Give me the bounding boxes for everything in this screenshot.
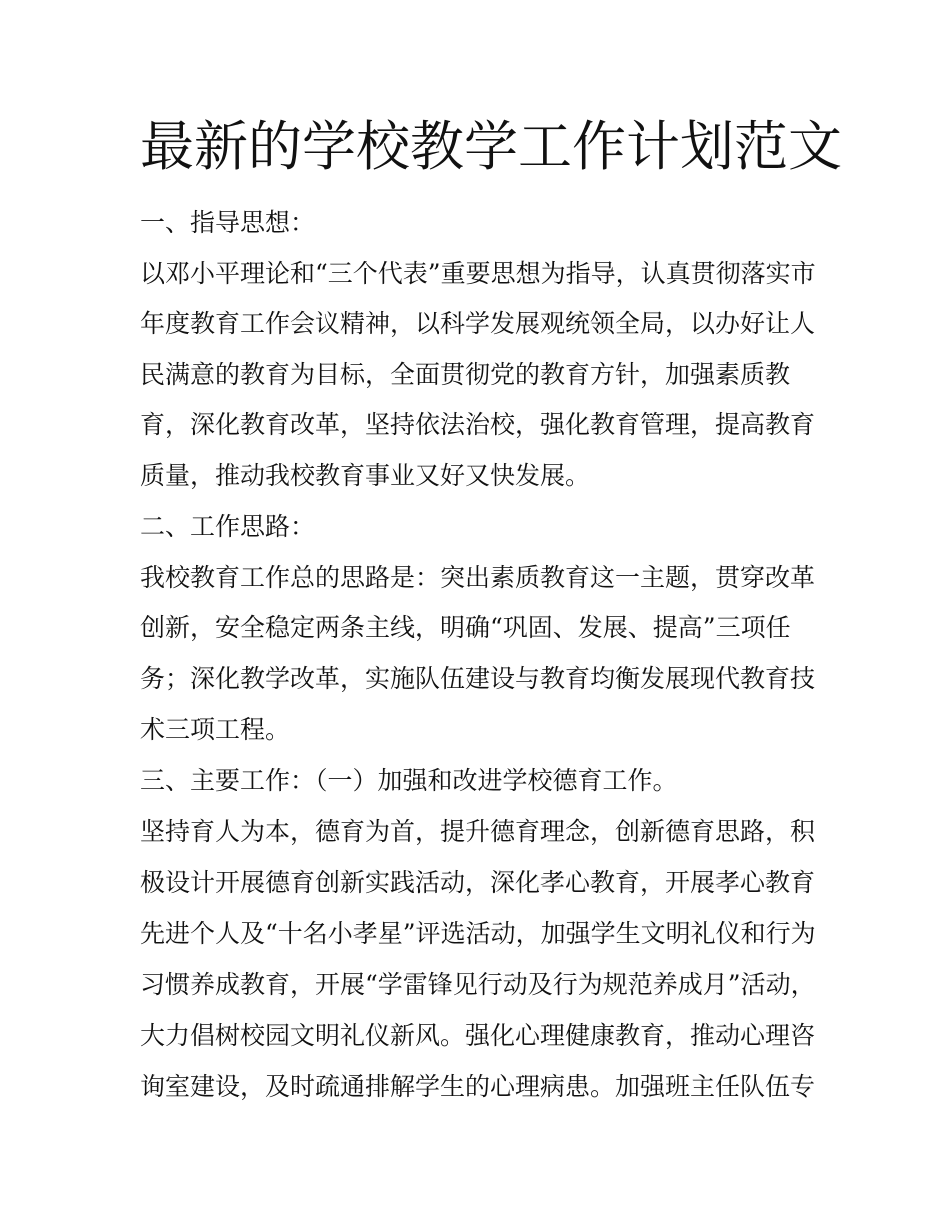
- paragraph-line: 大力倡树校园文明礼仪新风。强化心理健康教育，推动心理咨: [140, 1021, 816, 1050]
- paragraph-line: 先进个人及“十名小孝星”评选活动，加强学生文明礼仪和行为: [140, 919, 816, 948]
- paragraph-line: 年度教育工作会议精神，以科学发展观统领全局，以办好让人: [140, 309, 816, 338]
- paragraph-line: 以邓小平理论和“三个代表”重要思想为指导，认真贯彻落实市: [140, 259, 816, 288]
- paragraph-line: 创新，安全稳定两条主线，明确“巩固、发展、提高”三项任: [140, 613, 791, 642]
- paragraph-line: 质量，推动我校教育事业又好又快发展。: [140, 461, 591, 490]
- paragraph-line: 我校教育工作总的思路是：突出素质教育这一主题，贯穿改革: [140, 563, 816, 592]
- paragraph-line: 坚持育人为本，德育为首，提升德育理念，创新德育思路，积: [140, 817, 816, 846]
- heading-main-work: 三、主要工作：（一）加强和改进学校德育工作。: [140, 766, 678, 795]
- heading-guiding-ideology: 一、指导思想：: [140, 208, 316, 237]
- paragraph-line: 务；深化教学改革，实施队伍建设与教育均衡发展现代教育技: [140, 664, 816, 693]
- document-title: 最新的学校教学工作计划范文: [140, 115, 842, 178]
- paragraph-line: 习惯养成教育，开展“学雷锋见行动及行为规范养成月”活动，: [140, 970, 816, 999]
- paragraph-line: 民满意的教育为目标，全面贯彻党的教育方针，加强素质教: [140, 360, 791, 389]
- paragraph-line: 询室建设，及时疏通排解学生的心理病患。加强班主任队伍专: [140, 1072, 816, 1101]
- paragraph-line: 极设计开展德育创新实践活动，深化孝心教育，开展孝心教育: [140, 868, 816, 897]
- paragraph-line: 育，深化教育改革，坚持依法治校，强化教育管理，提高教育: [140, 410, 816, 439]
- heading-work-approach: 二、工作思路：: [140, 512, 316, 541]
- paragraph-line: 术三项工程。: [140, 715, 291, 744]
